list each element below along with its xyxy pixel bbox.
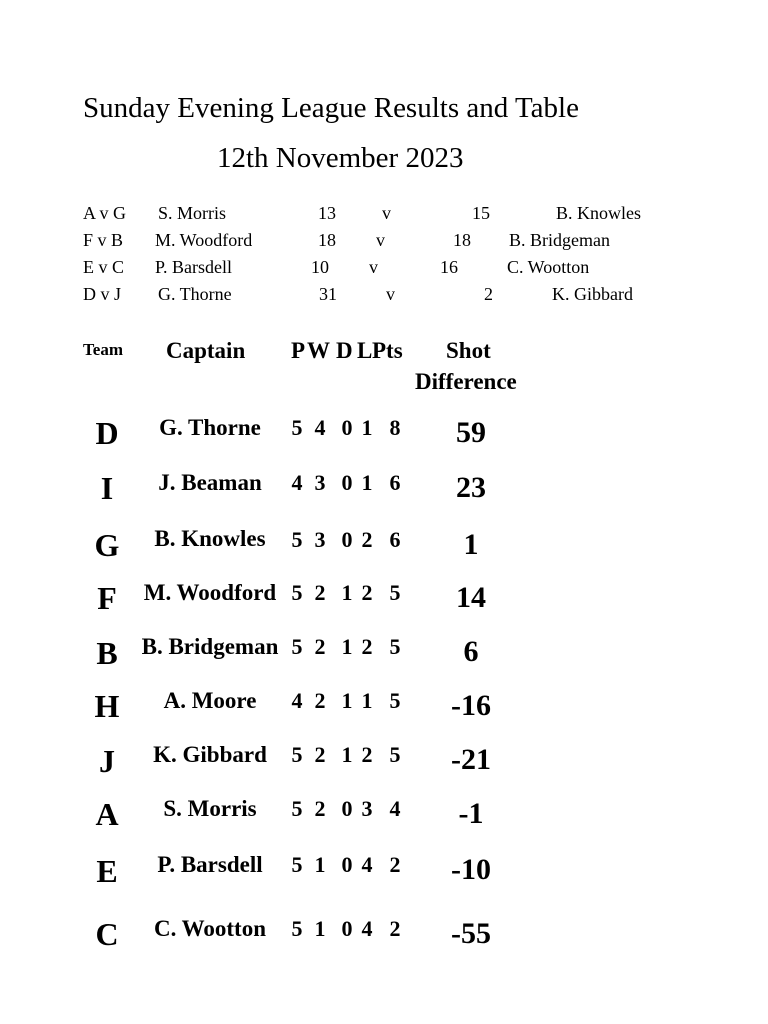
row-played: 5 <box>291 742 303 767</box>
result-home-score: 31 <box>319 284 337 304</box>
row-drawn: 0 <box>341 796 353 821</box>
result-home-score: 13 <box>318 203 336 223</box>
row-points: 2 <box>389 852 401 877</box>
header-played: P <box>291 338 306 363</box>
row-drawn: 0 <box>341 470 353 495</box>
header-captain: Captain <box>166 338 246 363</box>
row-points: 5 <box>389 688 401 713</box>
result-match: E v C <box>83 257 125 277</box>
row-captain: C. Wootton <box>153 916 267 941</box>
row-played: 5 <box>291 634 303 659</box>
row-points: 6 <box>389 527 401 552</box>
row-drawn: 1 <box>341 742 353 767</box>
row-shot-difference: 59 <box>456 416 486 449</box>
result-home-captain: G. Thorne <box>158 284 232 304</box>
row-team: C <box>95 916 119 952</box>
row-drawn: 0 <box>341 852 353 877</box>
row-shot-difference: 6 <box>463 635 479 668</box>
row-drawn: 0 <box>341 527 353 552</box>
row-lost: 1 <box>361 470 373 495</box>
row-drawn: 1 <box>341 580 353 605</box>
row-captain: B. Bridgeman <box>141 634 279 659</box>
result-versus: v <box>386 284 395 304</box>
row-lost: 1 <box>361 688 373 713</box>
page-date: 12th November 2023 <box>217 142 464 174</box>
row-won: 2 <box>314 742 326 767</box>
row-drawn: 1 <box>341 634 353 659</box>
row-captain: G. Thorne <box>159 415 261 440</box>
result-home-captain: M. Woodford <box>155 230 253 250</box>
row-points: 6 <box>389 470 401 495</box>
row-captain: M. Woodford <box>143 580 277 605</box>
header-shot-difference: Difference <box>415 369 517 394</box>
row-points: 2 <box>389 916 401 941</box>
row-played: 5 <box>291 852 303 877</box>
row-lost: 2 <box>361 527 373 552</box>
row-team: G <box>94 527 120 563</box>
row-drawn: 1 <box>341 688 353 713</box>
row-team: E <box>96 853 118 889</box>
row-team: F <box>97 580 117 616</box>
row-won: 4 <box>314 415 326 440</box>
result-away-score: 2 <box>484 284 493 304</box>
row-played: 5 <box>291 580 303 605</box>
row-won: 1 <box>314 852 326 877</box>
header-team: Team <box>83 340 123 359</box>
row-won: 2 <box>314 634 326 659</box>
row-shot-difference: -10 <box>451 853 491 886</box>
result-versus: v <box>376 230 385 250</box>
result-away-captain: B. Bridgeman <box>509 230 610 250</box>
header-won: W <box>307 338 330 363</box>
row-captain: A. Moore <box>163 688 257 713</box>
row-won: 1 <box>314 916 326 941</box>
row-captain: K. Gibbard <box>153 742 267 767</box>
result-home-score: 18 <box>318 230 336 250</box>
row-points: 4 <box>389 796 401 821</box>
result-versus: v <box>369 257 378 277</box>
result-away-captain: C. Wootton <box>507 257 590 277</box>
row-lost: 4 <box>361 916 373 941</box>
row-captain: P. Barsdell <box>157 852 263 877</box>
row-team: H <box>94 688 120 724</box>
result-home-captain: S. Morris <box>158 203 227 223</box>
row-shot-difference: 14 <box>456 581 486 614</box>
row-lost: 3 <box>361 796 373 821</box>
row-drawn: 0 <box>341 916 353 941</box>
row-points: 5 <box>389 634 401 659</box>
row-drawn: 0 <box>341 415 353 440</box>
row-won: 2 <box>314 796 326 821</box>
row-points: 5 <box>389 580 401 605</box>
row-won: 3 <box>314 527 326 552</box>
result-home-score: 10 <box>311 257 329 277</box>
row-shot-difference: -1 <box>458 797 484 830</box>
row-lost: 2 <box>361 742 373 767</box>
row-won: 3 <box>314 470 326 495</box>
row-lost: 1 <box>361 415 373 440</box>
result-versus: v <box>382 203 391 223</box>
header-lost: L <box>357 338 373 363</box>
row-team: I <box>100 470 114 506</box>
row-shot-difference: 23 <box>456 471 486 504</box>
result-away-score: 16 <box>440 257 458 277</box>
row-team: A <box>95 796 119 832</box>
row-played: 5 <box>291 415 303 440</box>
header-points: Pts <box>372 338 403 363</box>
result-match: A v G <box>83 203 127 223</box>
page-title: Sunday Evening League Results and Table <box>83 92 579 124</box>
row-won: 2 <box>314 580 326 605</box>
row-team: B <box>96 635 118 671</box>
row-points: 5 <box>389 742 401 767</box>
row-captain: B. Knowles <box>154 526 266 551</box>
row-played: 5 <box>291 796 303 821</box>
row-team: D <box>95 415 119 451</box>
row-lost: 4 <box>361 852 373 877</box>
result-match: D v J <box>83 284 122 304</box>
row-shot-difference: 1 <box>463 528 479 561</box>
result-away-captain: B. Knowles <box>556 203 641 223</box>
row-lost: 2 <box>361 580 373 605</box>
row-played: 4 <box>291 688 303 713</box>
result-away-score: 15 <box>472 203 490 223</box>
result-away-score: 18 <box>453 230 471 250</box>
row-won: 2 <box>314 688 326 713</box>
header-drawn: D <box>336 338 353 363</box>
row-played: 4 <box>291 470 303 495</box>
row-played: 5 <box>291 527 303 552</box>
result-home-captain: P. Barsdell <box>155 257 233 277</box>
row-shot-difference: -55 <box>451 917 491 950</box>
row-team: J <box>99 743 115 779</box>
result-away-captain: K. Gibbard <box>552 284 633 304</box>
row-points: 8 <box>389 415 401 440</box>
header-shot-difference: Shot <box>446 338 491 363</box>
row-captain: S. Morris <box>163 796 257 821</box>
row-lost: 2 <box>361 634 373 659</box>
result-match: F v B <box>83 230 124 250</box>
row-captain: J. Beaman <box>158 470 262 495</box>
row-shot-difference: -16 <box>451 689 491 722</box>
row-played: 5 <box>291 916 303 941</box>
row-shot-difference: -21 <box>451 743 491 776</box>
